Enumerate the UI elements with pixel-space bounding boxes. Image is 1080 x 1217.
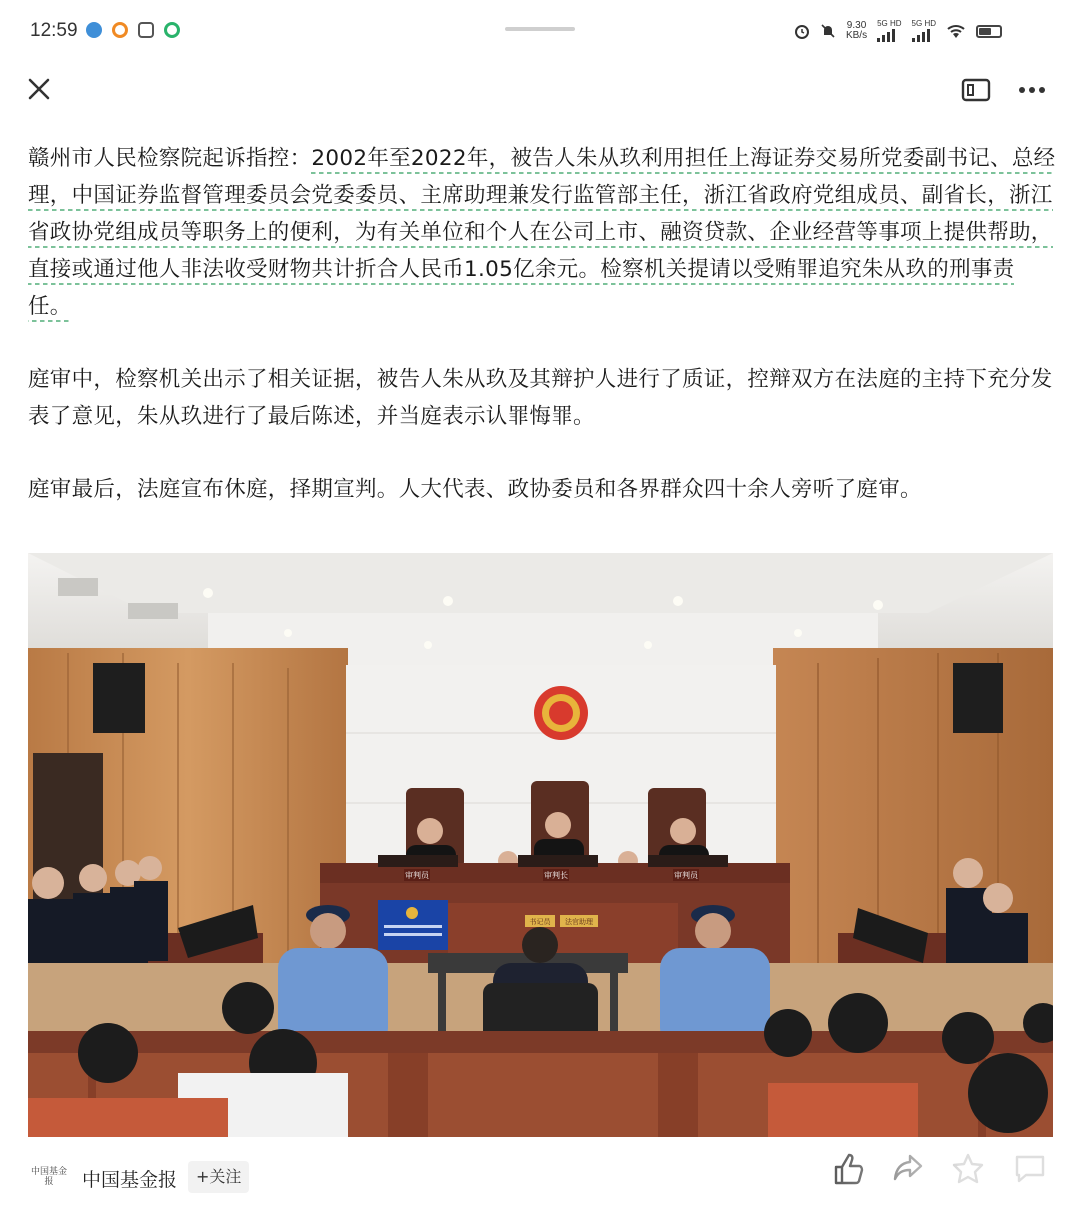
signal-1 xyxy=(877,20,901,42)
close-button[interactable] xyxy=(22,72,56,106)
comment-icon xyxy=(1012,1151,1048,1187)
window-drag-handle[interactable] xyxy=(505,27,575,31)
clerk-plate: 书记员 xyxy=(529,918,551,926)
status-bar xyxy=(0,0,1080,64)
courtroom-photo[interactable] xyxy=(28,553,1053,1137)
app-notification-icon xyxy=(138,22,154,38)
share-icon xyxy=(890,1151,926,1187)
bottom-action-bar xyxy=(0,1137,1080,1217)
favorite-button[interactable] xyxy=(950,1151,986,1187)
clock: 12:59 xyxy=(30,20,78,41)
para1-lead: 赣州市人民检察院起诉指控： xyxy=(28,146,312,171)
article-body xyxy=(28,140,1058,508)
network-speed xyxy=(846,21,867,41)
wifi-icon xyxy=(946,23,966,39)
status-indicators xyxy=(794,20,1002,42)
source-logo[interactable]: 中国基金报 xyxy=(30,1167,67,1187)
more-icon xyxy=(1012,74,1052,106)
judge-plate-right: 审判员 xyxy=(674,871,698,880)
signal-2 xyxy=(912,20,936,42)
article-paragraph-3: 庭审最后，法庭宣布休庭，择期宣判。人大代表、政协委员和各界群众四十余人旁听了庭审。 xyxy=(28,477,922,502)
net-speed-value: 9.30 xyxy=(846,20,867,31)
net-speed-unit: KB/s xyxy=(845,30,868,41)
signal-2-label: 5G HD xyxy=(911,19,936,28)
article-paragraph-2: 庭审中，检察机关出示了相关证据，被告人朱从玖及其辩护人进行了质证，控辩双方在法庭的主持下充分发表了意见，朱从玖进行了最后陈述，并当庭表示认罪悔罪。 xyxy=(28,367,1053,429)
judge-plate-center: 审判长 xyxy=(544,871,568,880)
close-icon xyxy=(22,72,56,106)
thumbs-up-icon xyxy=(830,1151,866,1187)
assistant-plate: 法官助理 xyxy=(565,918,593,926)
alarm-icon xyxy=(794,23,810,39)
reader-mode-button[interactable] xyxy=(958,74,994,106)
judge-plate-left: 审判员 xyxy=(405,871,429,880)
signal-1-label: 5G HD xyxy=(877,19,902,28)
courtroom-illustration xyxy=(28,553,1053,1137)
top-toolbar xyxy=(0,64,1080,120)
article-paragraph-1 xyxy=(28,140,1058,325)
signal-bars-icon xyxy=(912,28,930,42)
app-notification-icon xyxy=(164,22,180,38)
battery-icon xyxy=(976,25,1002,38)
para1-highlighted-text[interactable]: 2002年至2022年，被告人朱从玖利用担任上海证券交易所党委副书记、总经理，中国证券监督管理委员会党委委员、主席助理兼发行监管部主任，浙江省政府党组成员、副省长，浙江省政协党组成员等职务上的便利，为有关单位和个人在公司上市、融资贷款、企业经营等事项上提供帮助，直接或通过他人非法收受财物共计折合人民币1.05亿余元。检察机关提请以受贿罪追究朱从玖的刑事责任。 xyxy=(28,146,1055,322)
more-options-button[interactable] xyxy=(1012,74,1052,106)
like-button[interactable] xyxy=(830,1151,866,1187)
source-name[interactable]: 中国基金报 xyxy=(82,1169,178,1191)
reader-mode-icon xyxy=(958,74,994,106)
star-icon xyxy=(950,1151,986,1187)
app-notification-icon xyxy=(112,22,128,38)
share-button[interactable] xyxy=(890,1151,926,1187)
mute-icon xyxy=(820,23,836,39)
signal-bars-icon xyxy=(877,28,895,42)
notification-icons xyxy=(86,22,180,38)
follow-button[interactable]: +关注 xyxy=(188,1161,249,1193)
app-notification-icon xyxy=(86,22,102,38)
comment-button[interactable] xyxy=(1012,1151,1048,1187)
